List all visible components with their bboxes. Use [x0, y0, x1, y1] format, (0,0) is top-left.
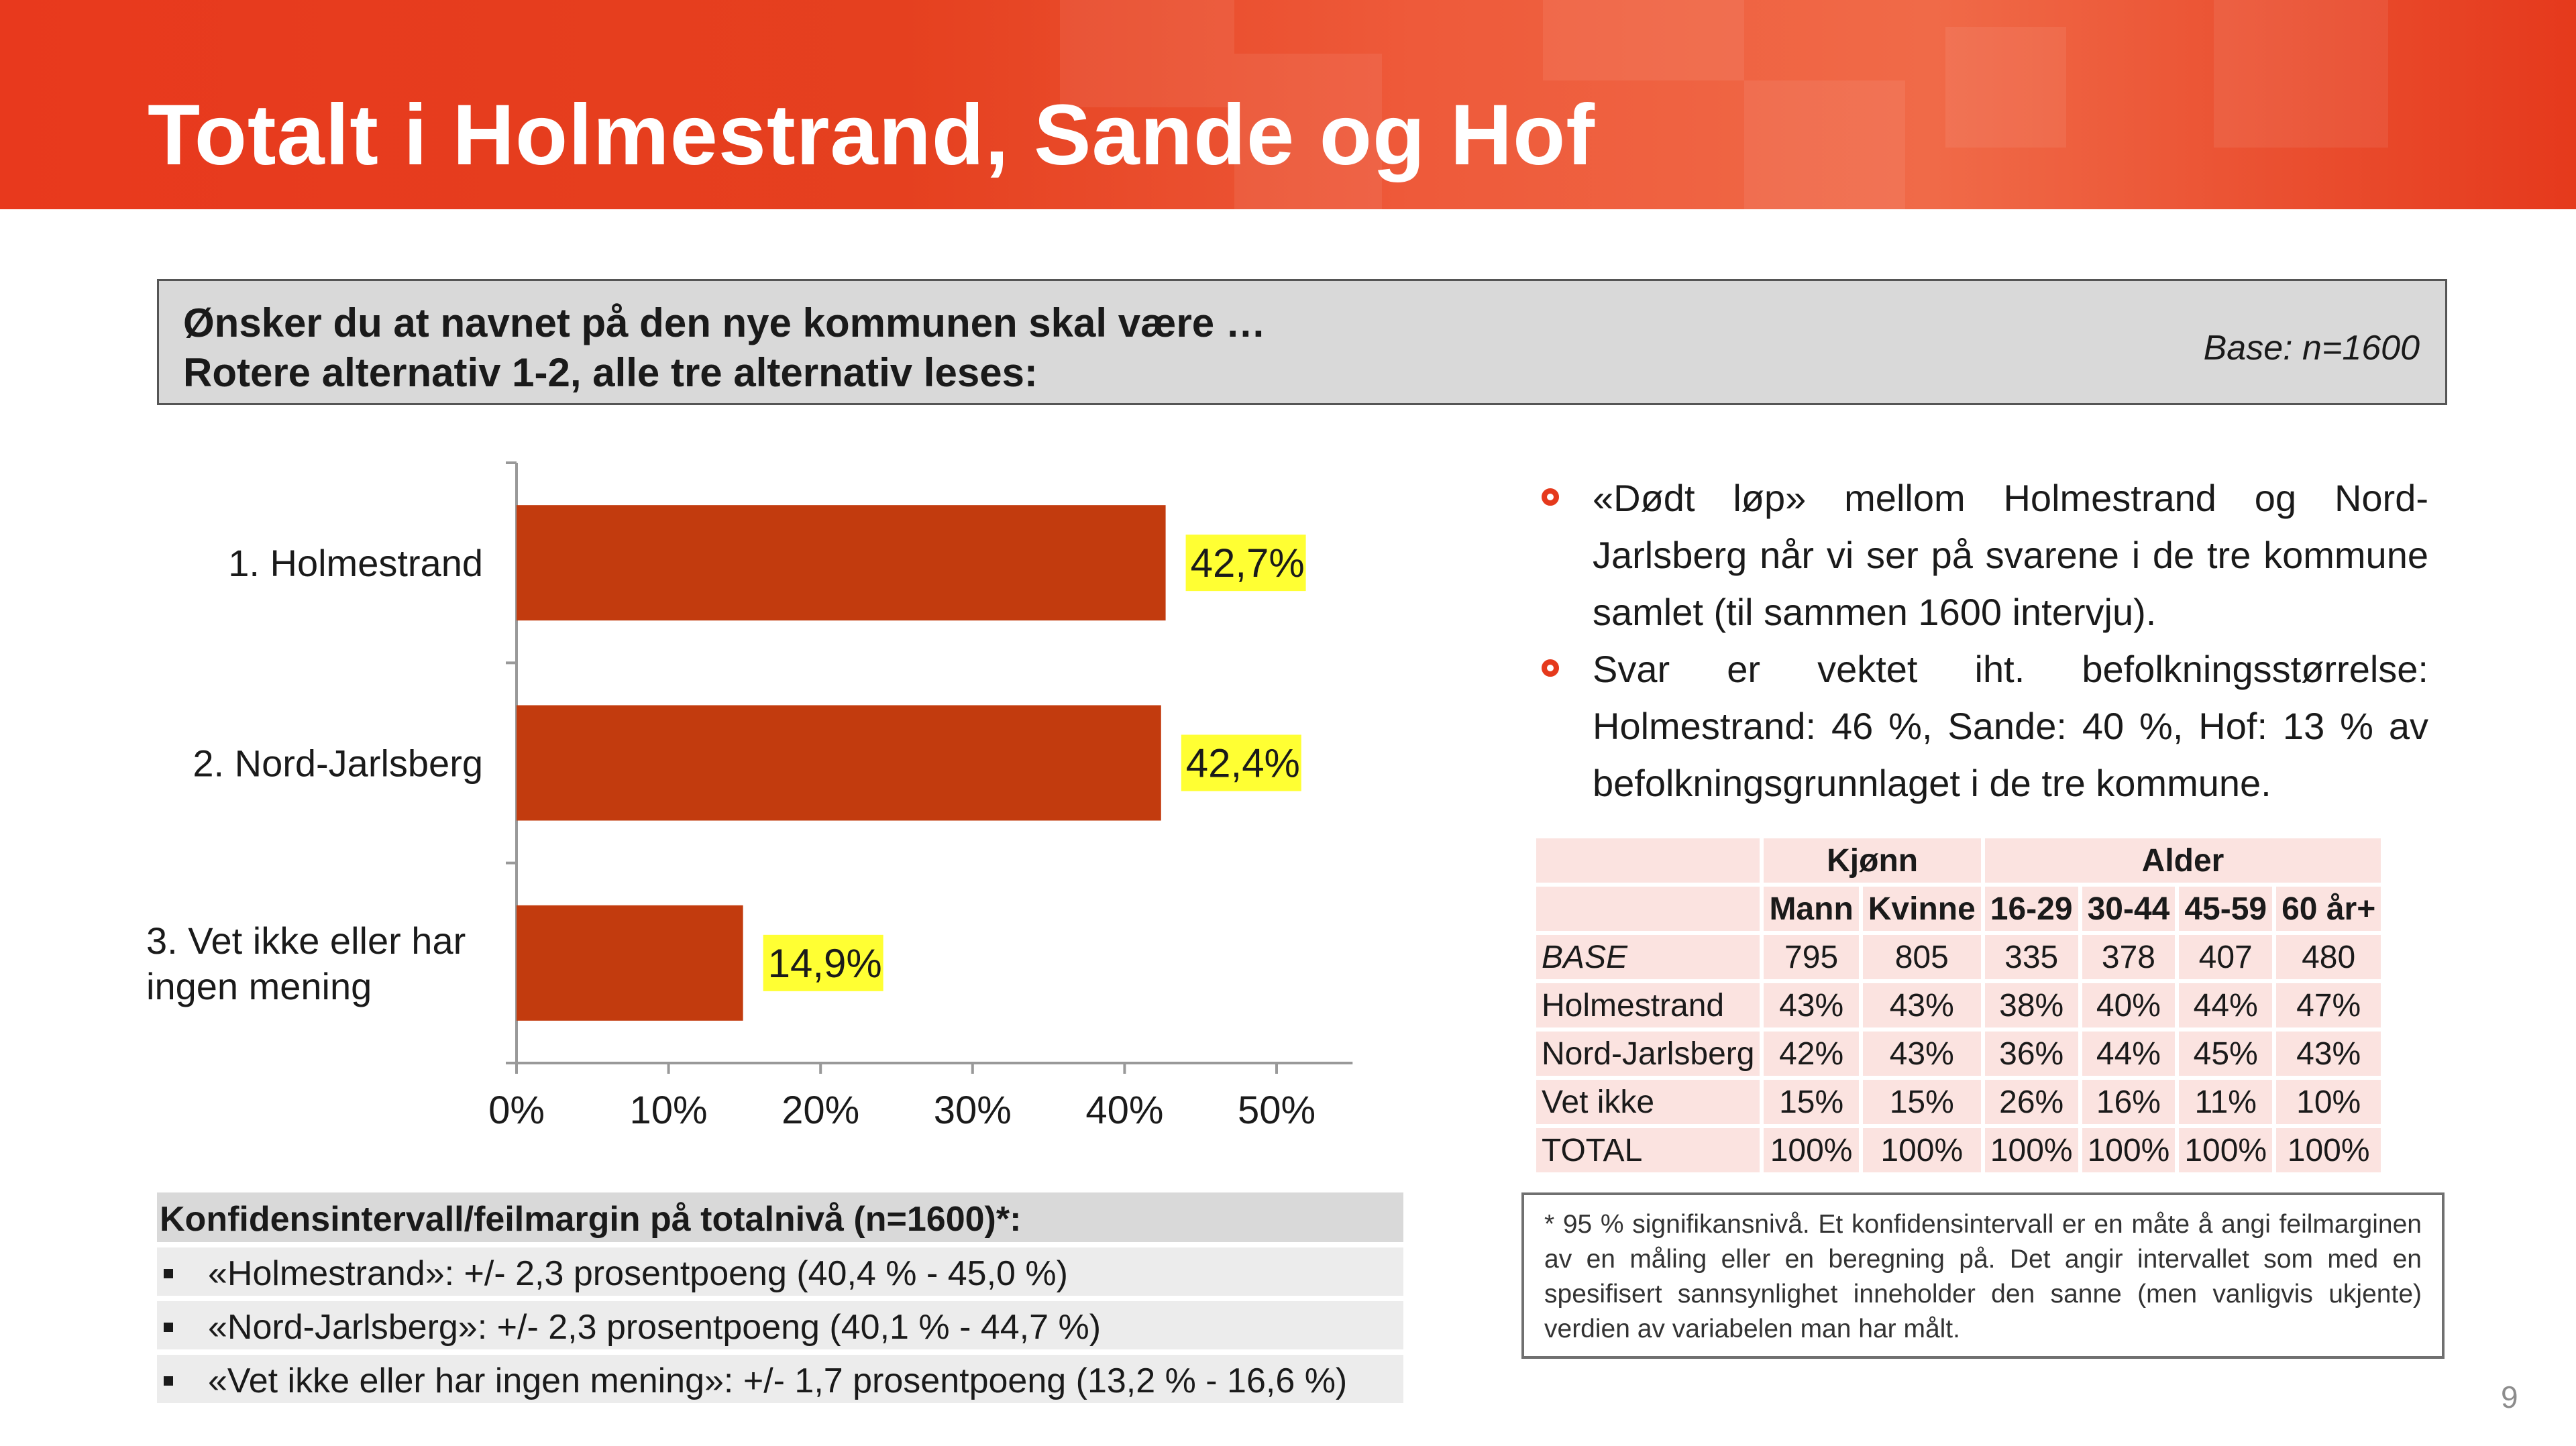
confidence-item-text: «Vet ikke eller har ingen mening»: +/- 1,7 prosentpoeng (13,2 % - 16,6 %): [208, 1361, 1348, 1400]
confidence-item-text: «Holmestrand»: +/- 2,3 prosentpoeng (40,4 % - 45,0 %): [208, 1254, 1068, 1293]
confidence-box: [157, 1192, 1403, 1403]
table-cell: 44%: [2179, 983, 2272, 1027]
column-header: 16-29: [1985, 887, 2078, 931]
list-item: [157, 1355, 1403, 1403]
page-number: 9: [2501, 1380, 2518, 1414]
table-cell: 100%: [1985, 1128, 2078, 1172]
category-label: 3. Vet ikke eller har ingen mening: [146, 919, 466, 1007]
row-label: Nord-Jarlsberg: [1536, 1032, 1760, 1076]
table-cell: 100%: [2276, 1128, 2381, 1172]
value-label: 42,4%: [1185, 740, 1300, 786]
table-cell: 40%: [2082, 983, 2176, 1027]
table-cell: 38%: [1985, 983, 2078, 1027]
table-cell: 43%: [2276, 1032, 2381, 1076]
column-header: Mann: [1764, 887, 1858, 931]
table-group-row: [1536, 838, 2381, 883]
column-header: 45-59: [2179, 887, 2272, 931]
row-label: BASE: [1536, 935, 1760, 979]
group-header-kjonn: Kjønn: [1764, 838, 1980, 883]
table-cell: 43%: [1764, 983, 1858, 1027]
bullet-list: [1536, 469, 2428, 812]
x-tick-label: 10%: [629, 1089, 708, 1132]
table-cell: 15%: [1764, 1080, 1858, 1124]
confidence-header: Konfidensintervall/feilmargin på totalnivå (n=1600)*:: [157, 1192, 1403, 1242]
group-header-alder: Alder: [1985, 838, 2381, 883]
bar-chart: [0, 0, 1476, 1154]
table-corner: [1536, 887, 1760, 931]
slide-title: Totalt i Holmestrand, Sande og Hof: [148, 87, 1595, 183]
question-instruction: Rotere alternativ 1-2, alle tre alternativ leses:: [183, 350, 1038, 395]
square-bullet-icon: [164, 1323, 173, 1332]
circle-bullet-icon: [1542, 488, 1559, 506]
bullet-text: «Dødt løp» mellom Holmestrand og Nord-Jarlsberg når vi ser på svarene i de tre kommune samlet (til sammen 1600 intervju).: [1593, 477, 2428, 633]
table-cell: 100%: [1764, 1128, 1858, 1172]
table-row: [1536, 983, 2381, 1027]
x-tick-label: 20%: [782, 1089, 860, 1132]
bar: [517, 905, 743, 1021]
x-tick-label: 40%: [1085, 1089, 1164, 1132]
bullet-item: [1536, 469, 2428, 641]
table-cell: 100%: [2179, 1128, 2272, 1172]
bar: [517, 505, 1166, 620]
table-cell: 42%: [1764, 1032, 1858, 1076]
table-row: [1536, 1128, 2381, 1172]
column-header: 30-44: [2082, 887, 2176, 931]
x-tick-label: 50%: [1237, 1089, 1316, 1132]
table-cell: 15%: [1863, 1080, 1981, 1124]
table-cell: 26%: [1985, 1080, 2078, 1124]
list-item: [157, 1301, 1403, 1349]
category-label: 2. Nord-Jarlsberg: [193, 742, 483, 785]
footnote-box: * 95 % signifikansnivå. Et konfidensintervall er en måte å angi feilmarginen av en måling eller en beregning på. Det angir intervallet som med en spesifisert sannsynlighet inneholder den sanne (men vanligvis ukjente) verdien av variabelen man har målt.: [1521, 1192, 2445, 1359]
value-label: 14,9%: [767, 940, 882, 986]
table-cell: 36%: [1985, 1032, 2078, 1076]
table-cell: 44%: [2082, 1032, 2176, 1076]
crosstab-table: [1532, 834, 2385, 1176]
column-header: Kvinne: [1863, 887, 1981, 931]
square-bullet-icon: [164, 1376, 173, 1386]
question-text: Ønsker du at navnet på den nye kommunen skal være …: [183, 300, 1266, 345]
table-cell: 378: [2082, 935, 2176, 979]
bullet-item: [1536, 641, 2428, 812]
square-bullet-icon: [164, 1269, 173, 1278]
row-label: Holmestrand: [1536, 983, 1760, 1027]
table-cell: 45%: [2179, 1032, 2272, 1076]
table-cell: 795: [1764, 935, 1858, 979]
circle-bullet-icon: [1542, 659, 1559, 677]
table-cell: 335: [1985, 935, 2078, 979]
table-cell: 10%: [2276, 1080, 2381, 1124]
table-cell: 100%: [1863, 1128, 1981, 1172]
table-cell: 805: [1863, 935, 1981, 979]
bar: [517, 706, 1161, 821]
table-column-row: [1536, 887, 2381, 931]
table-cell: 11%: [2179, 1080, 2272, 1124]
base-label: Base: n=1600: [2203, 329, 2420, 368]
table-row: [1536, 1032, 2381, 1076]
table-cell: 43%: [1863, 983, 1981, 1027]
table-row: [1536, 1080, 2381, 1124]
value-label: 42,7%: [1190, 541, 1305, 586]
bullet-text: Svar er vektet iht. befolkningsstørrelse: Holmestrand: 46 %, Sande: 40 %, Hof: 13 % av befolkningsgrunnlaget i de tre kommune.: [1593, 648, 2428, 804]
category-label: 1. Holmestrand: [228, 542, 483, 585]
table-cell: 16%: [2082, 1080, 2176, 1124]
x-tick-label: 0%: [488, 1089, 545, 1132]
row-label: TOTAL: [1536, 1128, 1760, 1172]
column-header: 60 år+: [2276, 887, 2381, 931]
table-cell: 100%: [2082, 1128, 2176, 1172]
table-cell: 480: [2276, 935, 2381, 979]
row-label: Vet ikke: [1536, 1080, 1760, 1124]
table-cell: 43%: [1863, 1032, 1981, 1076]
table-cell: 407: [2179, 935, 2272, 979]
confidence-item-text: «Nord-Jarlsberg»: +/- 2,3 prosentpoeng (40,1 % - 44,7 %): [208, 1308, 1102, 1347]
table-cell: 47%: [2276, 983, 2381, 1027]
list-item: [157, 1247, 1403, 1296]
x-tick-label: 30%: [933, 1089, 1012, 1132]
table-corner: [1536, 838, 1760, 883]
table-row: [1536, 935, 2381, 979]
